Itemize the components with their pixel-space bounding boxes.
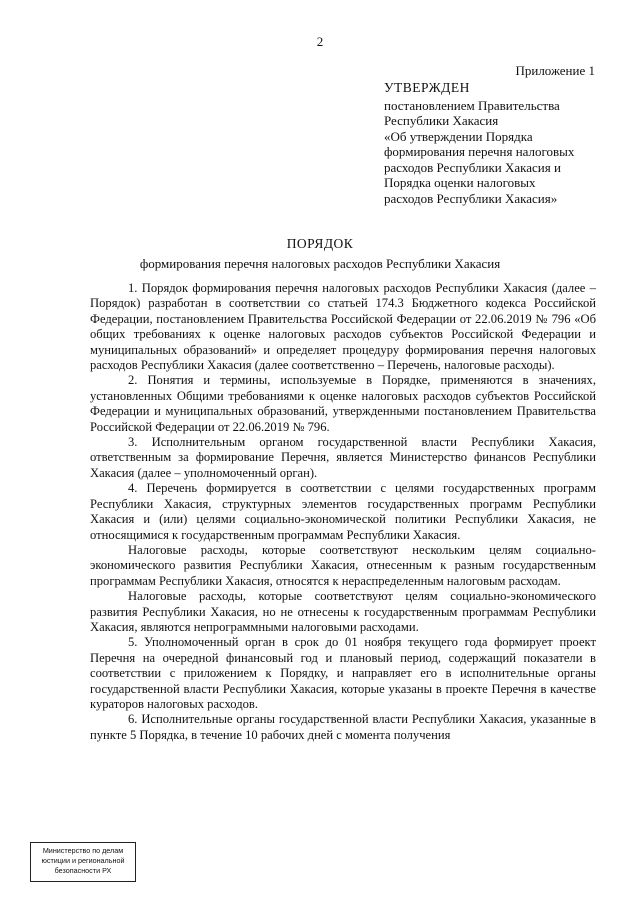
stamp-line: юстиции и региональной <box>41 856 125 865</box>
document-subtitle: формирования перечня налоговых расходов Республики Хакасия <box>139 256 501 271</box>
paragraph: 1. Порядок формирования перечня налоговых расходов Республики Хакасия (далее – Порядок) разработан в соответствии со статьей 174.3 Бюджетного кодекса Российской Федерации, постановлением Правительства Российской Федерации от 22.06.2019 № 796 «Об общих требованиях к оценке налоговых расходов субъектов Российской Федерации и муниципальных образований» и определяет процедуру формирования перечня налоговых расходов Республики Хакасия (далее соответственно – Перечень, налоговые расходы). <box>90 281 596 373</box>
approval-line: «Об утверждении Порядка <box>384 128 533 144</box>
ministry-stamp <box>30 842 136 882</box>
paragraph: Налоговые расходы, которые соответствуют целям социально-экономического развития Республики Хакасия, но не отнесены к государственным программам Республики Хакасия, являются непрограммными налоговыми расходами. <box>90 589 596 634</box>
paragraph: 4. Перечень формируется в соответствии с целями государственных программ Республики Хакасия, структурных элементов государственных программ Республики Хакасия и (или) целями социально-экономической политики Республики Хакасия, не относящимися к государственным программам Республики Хакасия. <box>90 481 596 542</box>
page-number: 2 <box>316 34 324 49</box>
approval-line: постановлением Правительства <box>384 97 560 113</box>
stamp-line: безопасности РХ <box>54 866 112 875</box>
paragraph: 5. Уполномоченный орган в срок до 01 ноября текущего года формирует проект Перечня на очередной финансовый год и плановый период, содержащий показатели в соответствии с приложением к Порядку, и направляет его в исполнительные органы государственной власти Республики Хакасия, которые указаны в проекте Перечня в качестве кураторов налоговых расходов. <box>90 635 596 711</box>
paragraph: 3. Исполнительным органом государственной власти Республики Хакасия, ответственным за формирование Перечня, является Министерство финансов Республики Хакасия (далее – уполномоченный орган). <box>90 435 596 480</box>
paragraph: Налоговые расходы, которые соответствуют нескольким целям социально-экономического развития Республики Хакасия, отнесенным к разным государственным программам Республики Хакасия, относятся к нераспределенным налоговым расходам. <box>90 542 596 588</box>
approval-line: формирования перечня налоговых <box>384 144 575 159</box>
paragraph: 2. Понятия и термины, используемые в Порядке, применяются в значениях, установленных Общими требованиями к оценке налоговых расходов субъектов Российской Федерации и муниципальных образований, утвержденными постановлением Правительства Российской Федерации от 22.06.2019 № 796. <box>90 373 596 434</box>
paragraph: 6. Исполнительные органы государственной власти Республики Хакасия, указанные в пункте 5 Порядка, в течение 10 рабочих дней с момента получения <box>90 712 596 742</box>
approval-line: расходов Республики Хакасия и <box>384 159 561 175</box>
approval-line: расходов Республики Хакасия» <box>384 190 558 206</box>
document-title: ПОРЯДОК <box>286 236 354 251</box>
approval-line: Республики Хакасия <box>384 113 499 128</box>
approval-line: Порядка оценки налоговых <box>384 175 536 190</box>
appendix-label: Приложение 1 <box>515 63 595 78</box>
approval-block <box>384 80 614 206</box>
document-body <box>90 281 596 743</box>
stamp-line: Министерство по делам <box>42 846 124 855</box>
approval-heading: УТВЕРЖДЕН <box>384 80 470 95</box>
